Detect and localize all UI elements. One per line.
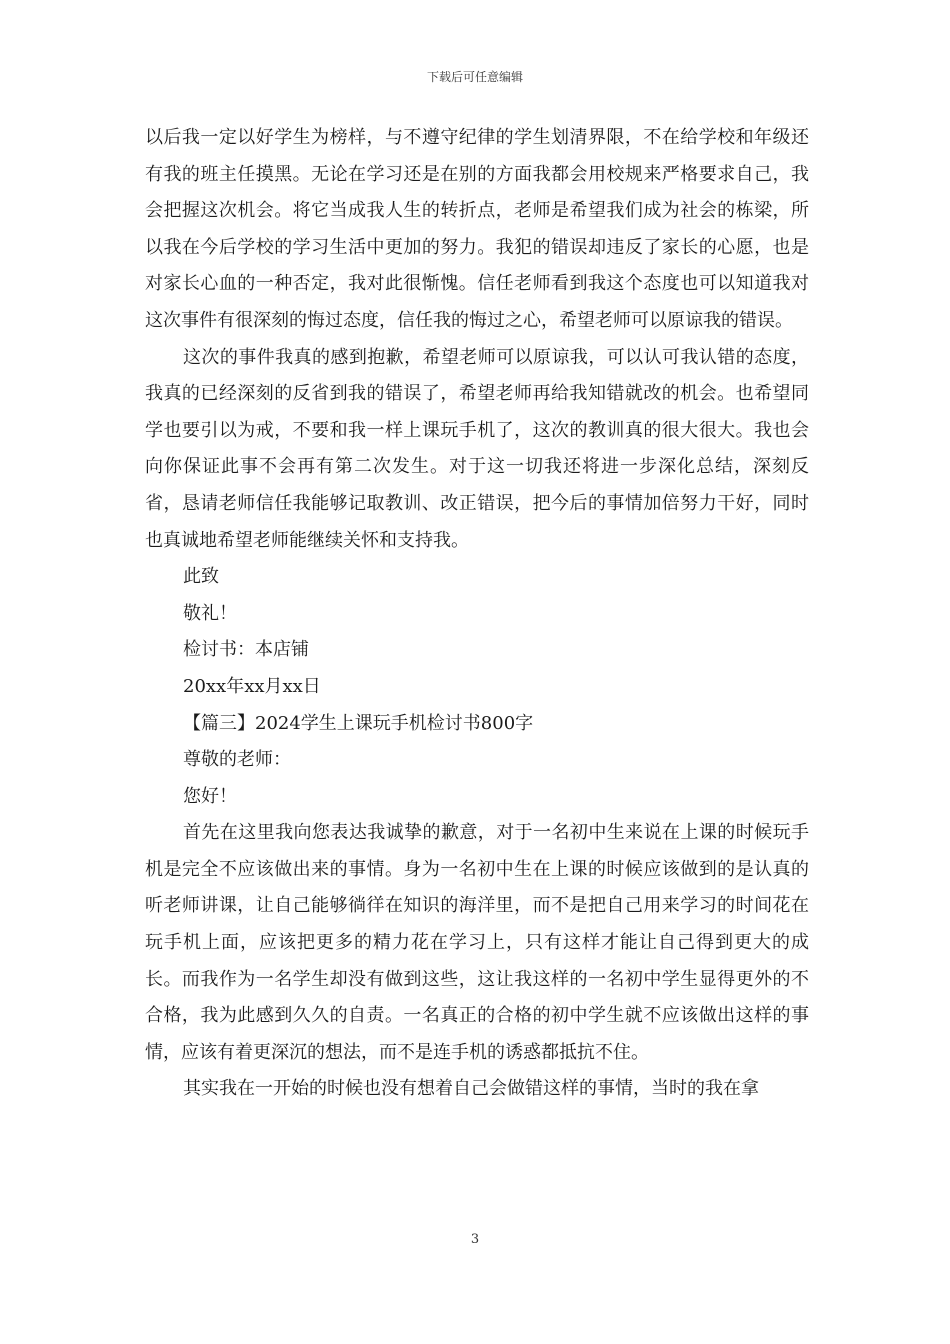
signature-line: 检讨书：本店铺 (183, 639, 309, 661)
document-body (145, 120, 809, 1108)
paragraph-intro: 首先在这里我向您表达我诚挚的歉意，对于一名初中生来说在上课的时候玩手机是完全不应该做出来的事情。身为一名初中生在上课的时候应该做到的是认真的听老师讲课，让自己能够徜徉在知识的海洋里，而不是把自己用来学习的时间花在玩手机上面，应该把更多的精力花在学习上，只有这样才能让自己得到更大的成长。而我作为一名学生却没有做到这些，这让我这样的一名初中学生显得更外的不合格，我为此感到久久的自责。一名真正的合格的初中学生就不应该做出这样的事情，应该有着更深沉的想法，而不是连手机的诱惑都抵抗不住。 (145, 822, 809, 1063)
letter-hello: 您好！ (183, 785, 237, 807)
paragraph-apology: 这次的事件我真的感到抱歉，希望老师可以原谅我，可以认可我认错的态度，我真的已经深刻的反省到我的错误了，希望老师再给我知错就改的机会。也希望同学也要引以为戒，不要和我一样上课玩手机了，这次的教训真的很大很大。我也会向你保证此事不会再有第二次发生。对于这一切我还将进一步深化总结，深刻反省，恳请老师信任我能够记取教训、改正错误，把今后的事情加倍努力干好，同时也真诚地希望老师能继续关怀和支持我。 (145, 346, 809, 551)
page-header-note: 下载后可任意编辑 (426, 70, 523, 84)
closing-regards: 敬礼！ (183, 602, 237, 624)
date-line: 20xx年xx月xx日 (183, 675, 321, 697)
paragraph-continued: 以后我一定以好学生为榜样，与不遵守纪律的学生划清界限，不在给学校和年级还有我的班主任摸黑。无论在学习还是在别的方面我都会用校规来严格要求自己，我会把握这次机会。将它当成我人生的转折点，老师是希望我们成为社会的栋梁，所以我在今后学校的学习生活中更加的努力。我犯的错误却违反了家长的心愿，也是对家长心血的一种否定，我对此很惭愧。信任老师看到我这个态度也可以知道我对这次事件有很深刻的悔过态度，信任我的悔过之心，希望老师可以原谅我的错误。 (145, 127, 809, 331)
closing-salutation: 此致 (183, 566, 219, 588)
page-number: 3 (470, 1232, 480, 1247)
paragraph-truncated: 其实我在一开始的时候也没有想着自己会做错这样的事情，当时的我在拿 (183, 1078, 759, 1100)
letter-greeting: 尊敬的老师： (183, 749, 291, 771)
section-heading: 【篇三】2024学生上课玩手机检讨书800字 (183, 712, 534, 734)
